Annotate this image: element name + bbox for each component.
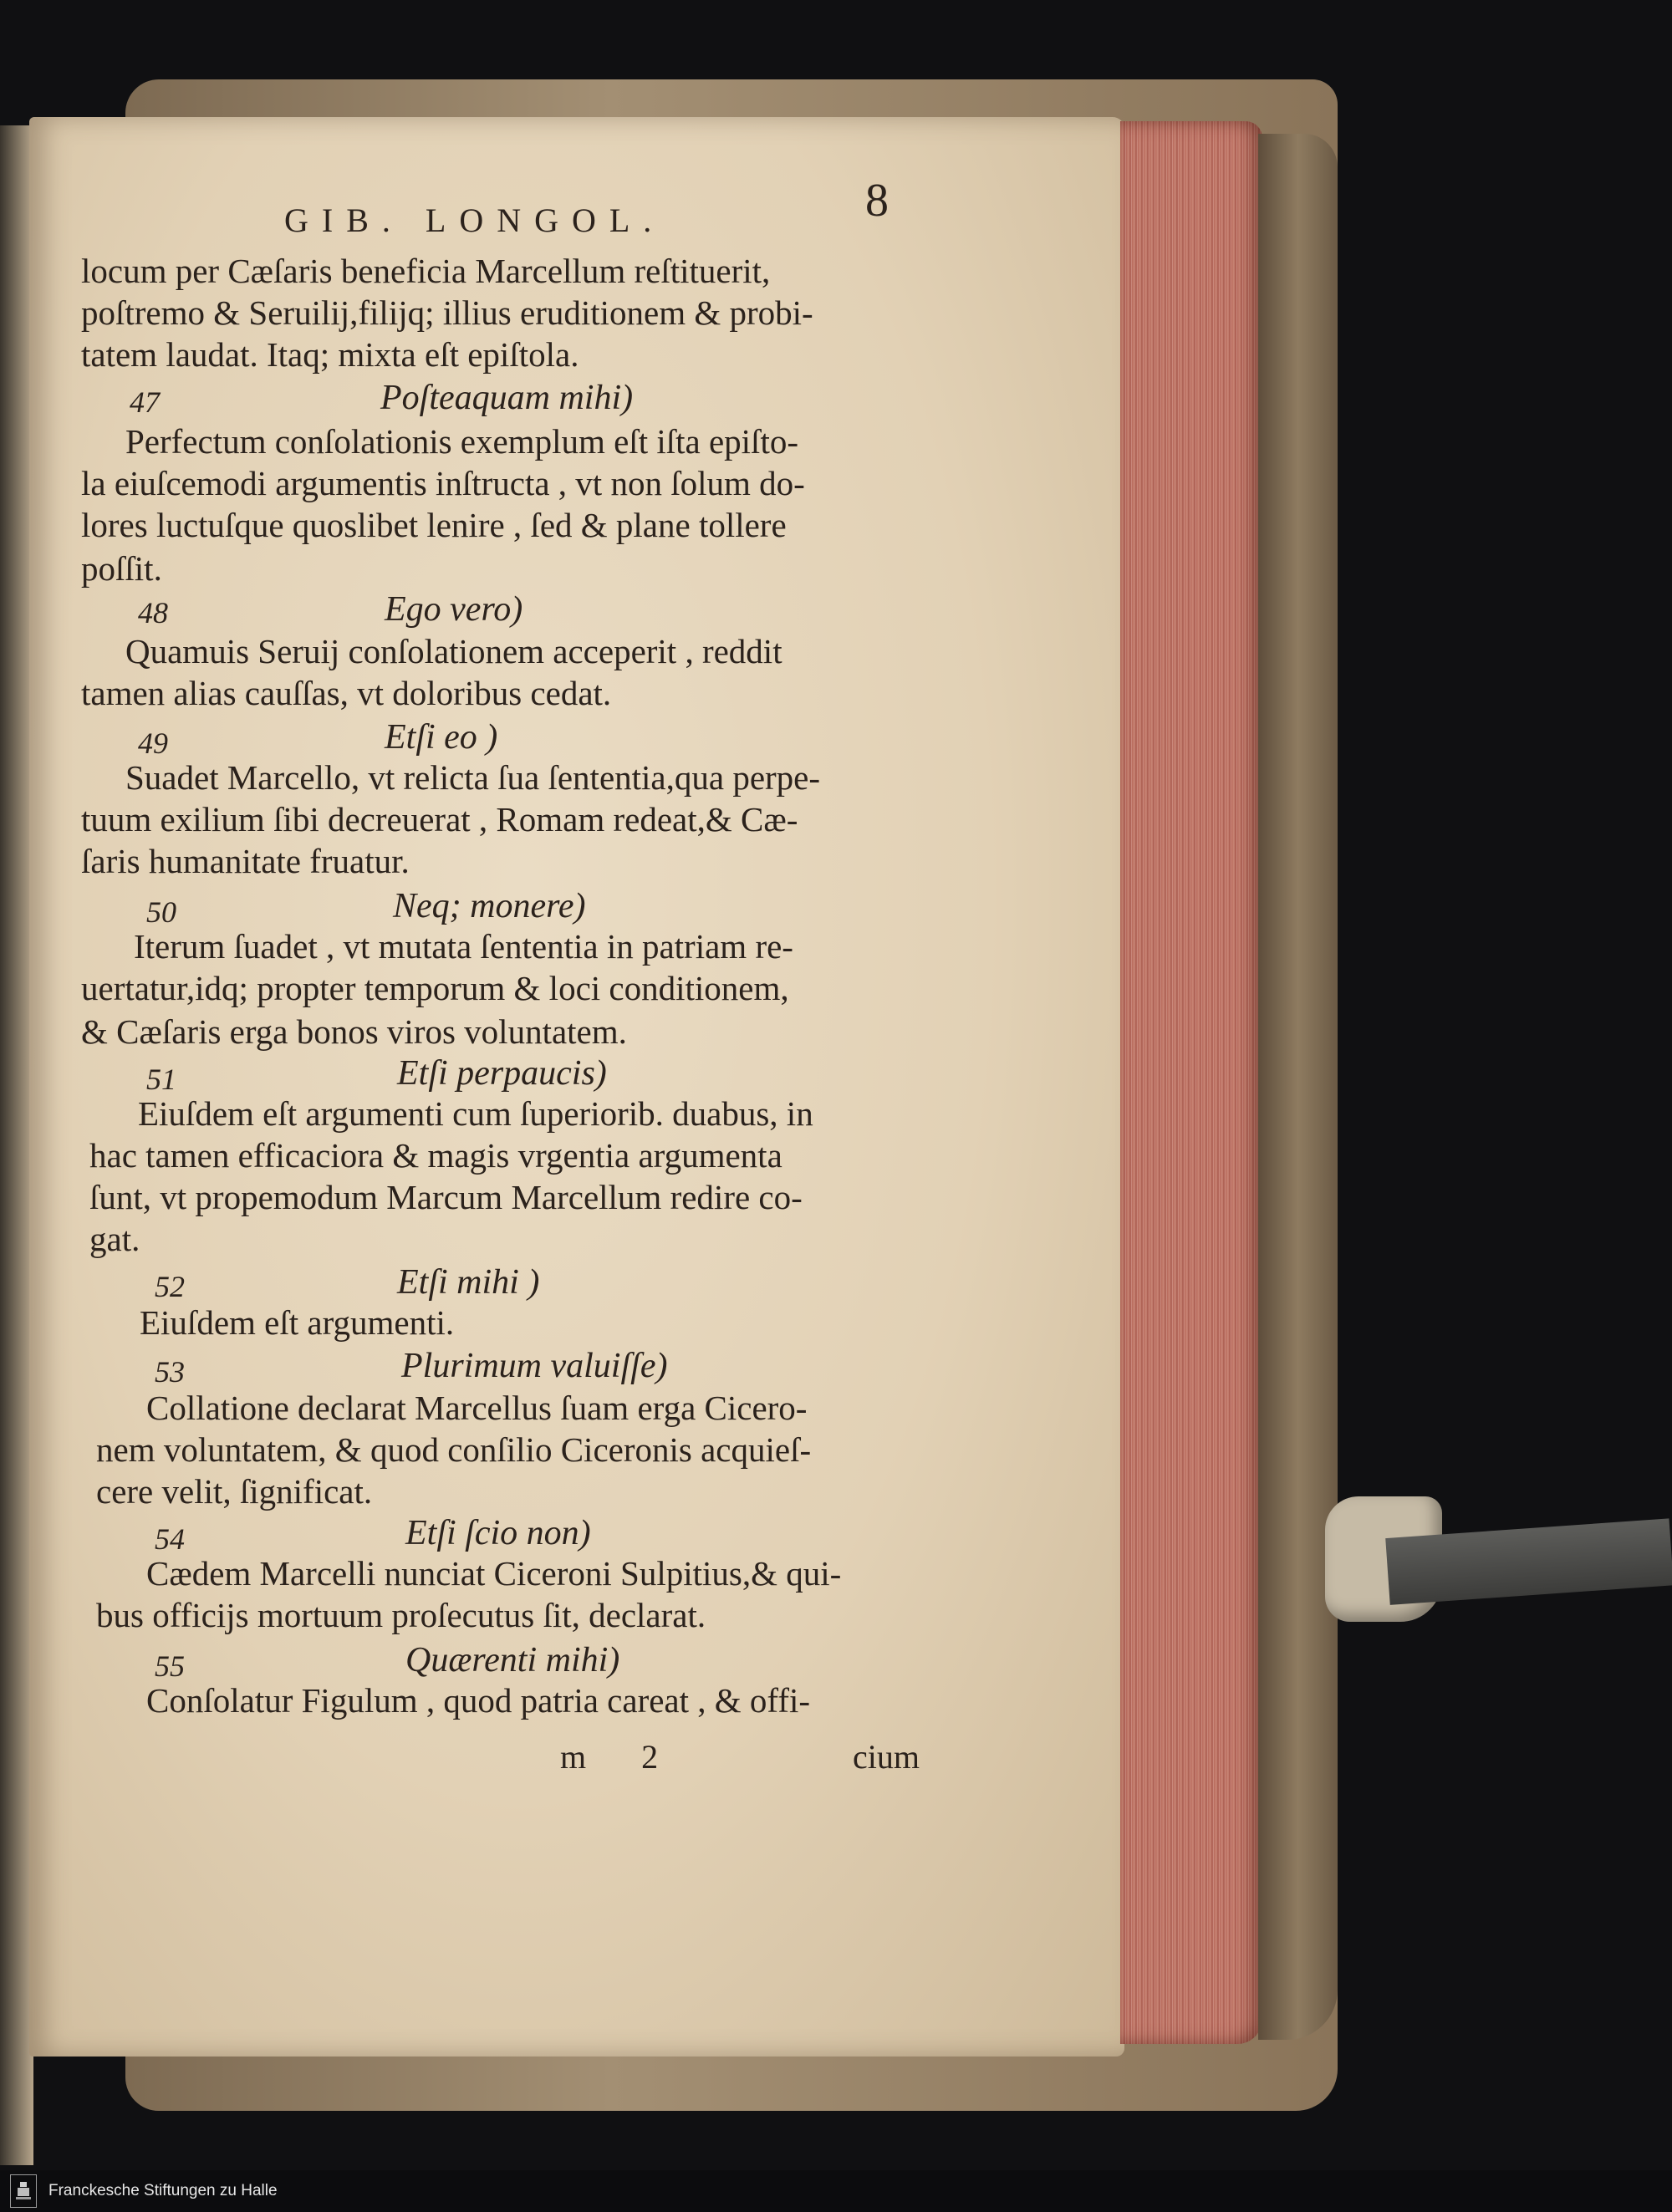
text-line: Quamuis Seruij conſolationem acceperit , reddit (125, 632, 782, 670)
text-line: uertatur,idq; propter temporum & loci conditionem, (81, 969, 789, 1007)
text-line: Perfectum conſolationis exemplum eſt iſta epiſto- (125, 422, 798, 461)
text-line: Collatione declarat Marcellus ſuam erga Cicero- (146, 1389, 808, 1427)
entry-heading: Etſi perpaucis) (397, 1054, 607, 1093)
text-line: Iterum ſuadet , vt mutata ſententia in patriam re- (134, 927, 793, 966)
page-number: 8 (865, 175, 889, 227)
text-line: Suadet Marcello, vt relicta ſua ſententia,qua perpe- (125, 758, 821, 797)
entry-heading: Quærenti mihi) (405, 1641, 620, 1679)
entry-heading: Etſi mihi ) (397, 1263, 540, 1302)
text-line: nem voluntatem, & quod conſilio Ciceronis acquieſ- (96, 1430, 812, 1469)
text-line: Conſolatur Figulum , quod patria careat , & offi- (146, 1681, 811, 1720)
text-line: cere velit, ſignificat. (96, 1472, 373, 1511)
entry-heading: Plurimum valuiſſe) (401, 1347, 668, 1385)
entry-heading: Etſi ſcio non) (405, 1514, 591, 1552)
entry-number: 50 (146, 895, 176, 929)
text-line: locum per Cæſaris beneficia Marcellum reſtituerit, (81, 252, 771, 290)
text-line: tamen alias cauſſas, vt doloribus cedat. (81, 674, 612, 712)
text-line: & Cæſaris erga bonos viros voluntatem. (81, 1012, 627, 1051)
text-line: tatem laudat. Itaq; mixta eſt epiſtola. (81, 335, 579, 374)
entry-heading: Poſteaquam mihi) (380, 379, 634, 417)
text-line: hac tamen efficaciora & magis vrgentia argumenta (89, 1136, 782, 1175)
cover-edge (1258, 134, 1338, 2040)
viewer-footer (0, 2170, 1672, 2212)
text-line: poſtremo & Seruilij,filijq; illius eruditionem & probi- (81, 293, 813, 332)
entry-number: 55 (155, 1649, 185, 1683)
entry-number: 52 (155, 1270, 185, 1303)
catchword: cium (853, 1738, 920, 1776)
foundation-logo-icon (10, 2174, 37, 2208)
entry-number: 47 (130, 385, 160, 419)
text-line: gat. (89, 1220, 140, 1258)
footer-institution: Franckesche Stiftungen zu Halle (48, 2182, 278, 2199)
text-line: tuum exilium ſibi decreuerat , Romam redeat,& Cæ- (81, 800, 798, 838)
text-line: ſaris humanitate fruatur. (81, 842, 410, 880)
page-text-block (29, 117, 1150, 2040)
left-page-edge (0, 125, 33, 2165)
text-line: la eiuſcemodi argumentis inſtructa , vt non ſolum do- (81, 464, 805, 502)
entry-number: 53 (155, 1355, 185, 1389)
entry-heading: Ego vero) (385, 590, 523, 629)
text-line: Cædem Marcelli nunciat Ciceroni Sulpitius,& qui- (146, 1554, 842, 1593)
entry-number: 51 (146, 1063, 176, 1096)
entry-number: 48 (138, 596, 168, 629)
page-fore-edge (1120, 121, 1262, 2044)
text-line: ſunt, vt propemodum Marcum Marcellum redire co- (89, 1178, 803, 1216)
signature-mark: m 2 (560, 1738, 682, 1776)
entry-number: 54 (155, 1522, 185, 1556)
text-line: poſſit. (81, 549, 162, 588)
text-line: Eiuſdem eſt argumenti cum ſuperiorib. duabus, in (138, 1094, 813, 1133)
entry-number: 49 (138, 726, 168, 760)
text-line: Eiuſdem eſt argumenti. (140, 1303, 455, 1342)
right-page (29, 117, 1124, 2057)
running-head: GIB. LONGOL. (284, 201, 665, 239)
entry-heading: Etſi eo ) (385, 718, 498, 757)
text-line: bus officijs mortuum proſecutus ſit, declarat. (96, 1596, 706, 1634)
entry-heading: Neq; monere) (393, 887, 586, 925)
text-line: lores luctuſque quoslibet lenire , ſed & plane tollere (81, 506, 787, 544)
